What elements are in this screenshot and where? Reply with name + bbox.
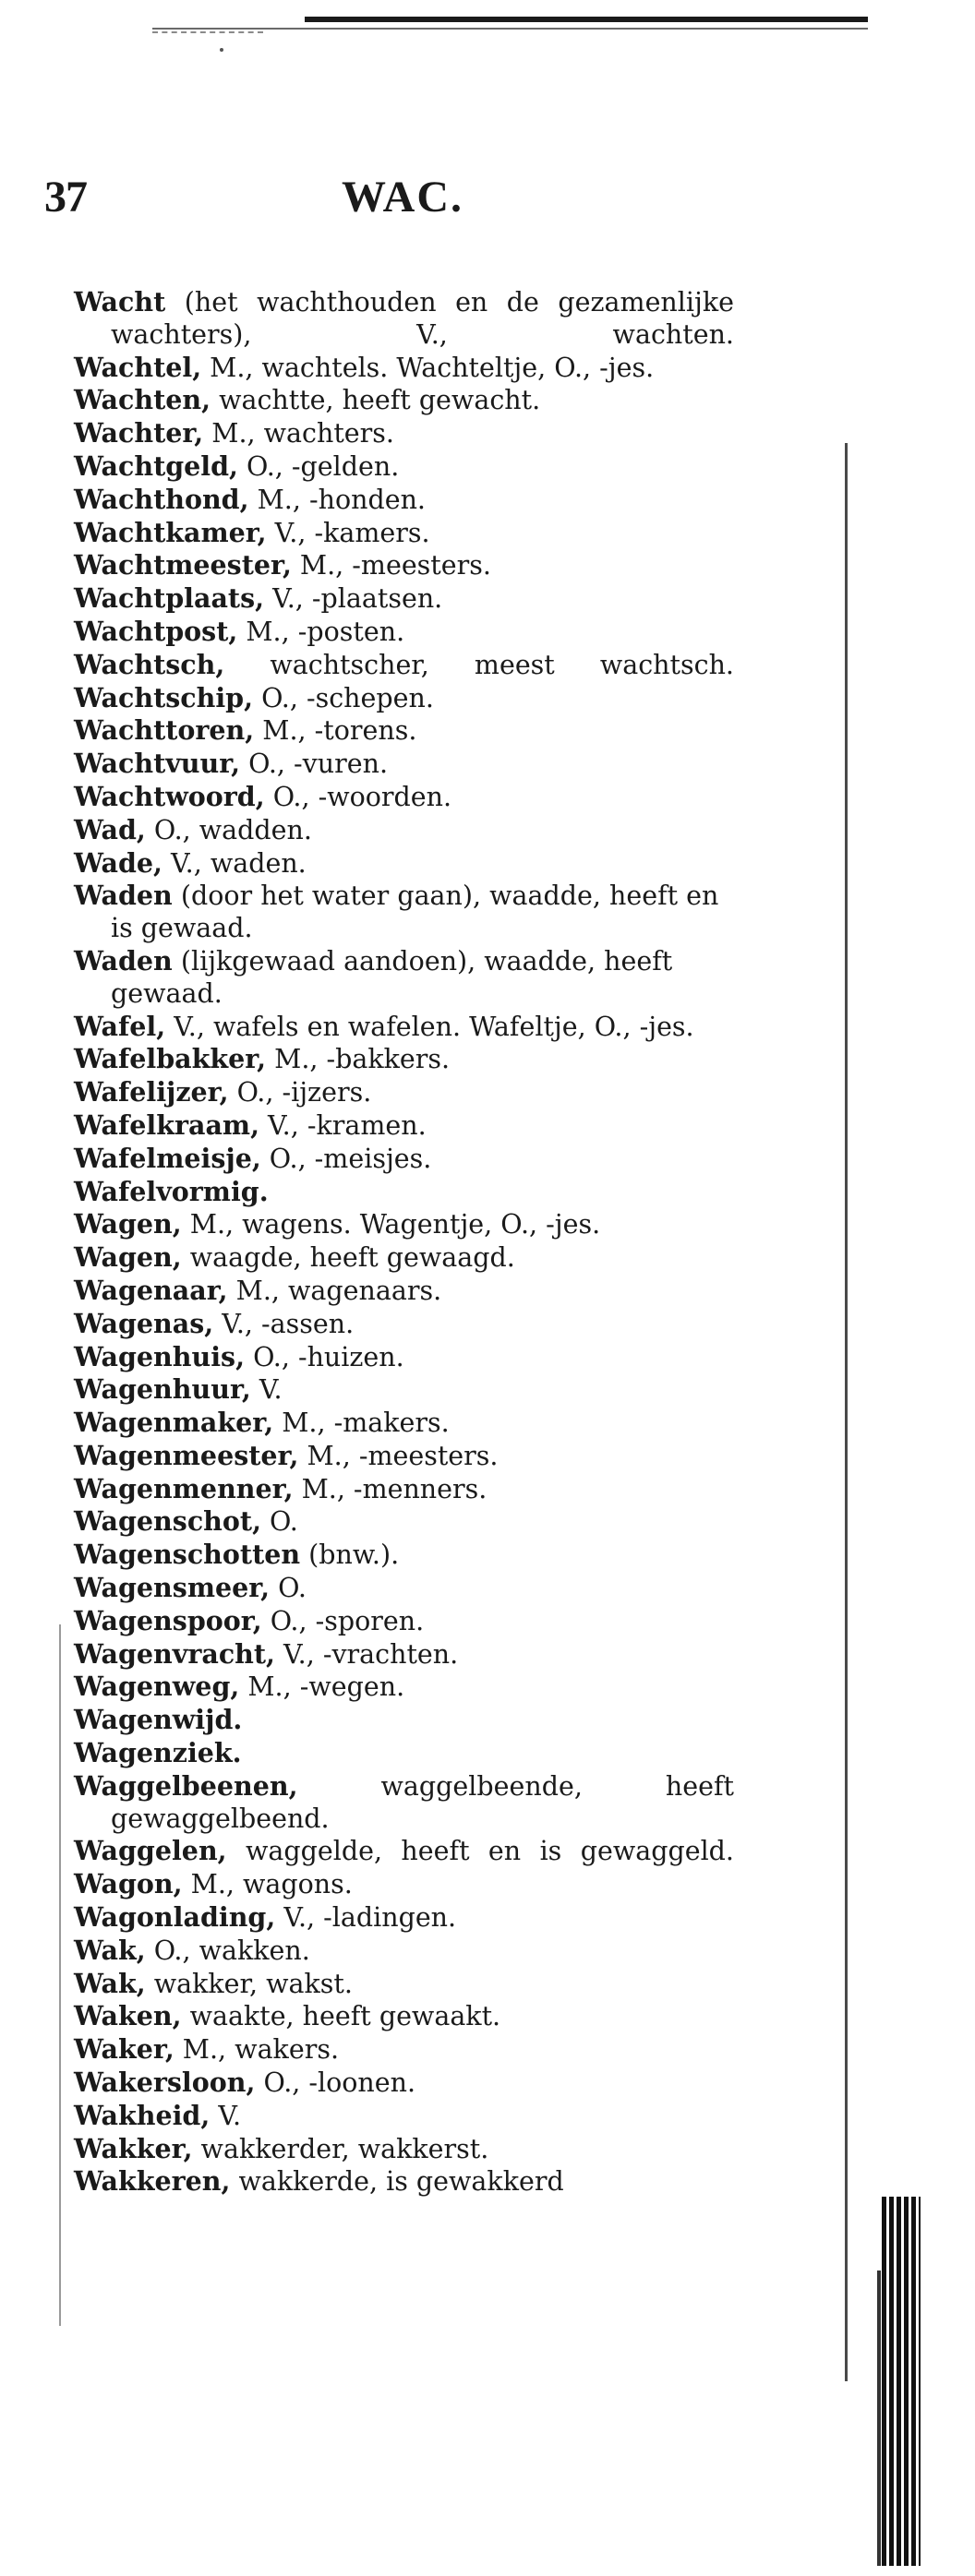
page-number: 37 [44, 173, 87, 222]
entry-headword: Wagenmaker, [74, 1407, 274, 1439]
entry-definition: V., -kamers. [266, 517, 430, 548]
entry-definition: O., -sporen. [261, 1605, 425, 1636]
entry-definition: wakker, wakst. [145, 1968, 353, 1999]
dictionary-entry [74, 1373, 734, 1407]
entry-definition: (het wachthouden en de gezamenlijke wachters), V., wachten. [111, 287, 734, 350]
entry-headword: Wachter, [74, 417, 204, 449]
left-margin-line [59, 1624, 61, 2326]
entry-definition: wachtscher, meest wachtsch. [224, 649, 734, 680]
entry-headword: Wachtel, [74, 351, 202, 383]
entry-definition: M., -bakkers. [266, 1044, 451, 1075]
dictionary-entry [74, 748, 734, 781]
dictionary-entry [74, 945, 734, 1011]
entry-headword: Wagenhuis, [74, 1340, 246, 1372]
entry-headword: Wak, [74, 1967, 146, 1999]
entry-headword: Wachtplaats, [74, 582, 265, 615]
entry-definition: V., -ladingen. [275, 1902, 457, 1934]
entry-definition: M., -torens. [254, 715, 417, 747]
entry-headword: Wagonlading, [74, 1901, 276, 1934]
dictionary-entry [74, 1241, 734, 1275]
dictionary-entry [74, 1176, 734, 1209]
entry-headword: Wachtkamer, [74, 516, 267, 548]
page-edge-shadow [877, 2270, 881, 2566]
entry-headword: Wafel, [74, 1010, 166, 1042]
dictionary-entry [74, 549, 734, 582]
entry-headword: Wagenweg, [74, 1671, 240, 1703]
page-edge-binding [882, 2197, 921, 2566]
entry-definition: M., wachtels. Wachteltje, O., -jes. [201, 352, 655, 383]
dictionary-entry [74, 2165, 734, 2199]
entry-definition: M., -wegen. [239, 1671, 405, 1703]
entry-headword: Waker, [74, 2033, 175, 2066]
dictionary-entry [74, 1968, 734, 2001]
entry-definition: V. [250, 1374, 283, 1406]
entry-headword: Wagon, [74, 1868, 183, 1900]
print-speck [220, 48, 223, 52]
entry-definition: M., wachters. [203, 418, 394, 449]
dictionary-entry [74, 616, 734, 649]
dictionary-entry [74, 1043, 734, 1076]
entry-headword: Wachtschip, [74, 681, 254, 713]
entry-definition: M., -meesters. [298, 1440, 499, 1471]
dictionary-entry [74, 517, 734, 550]
right-rule [845, 443, 848, 2381]
dictionary-entry [74, 682, 734, 715]
dictionary-entry [74, 2100, 734, 2133]
dictionary-entry [74, 1076, 734, 1109]
entry-headword: Wagenziek. [74, 1737, 242, 1769]
dictionary-entry [74, 286, 734, 352]
dictionary-entry [74, 352, 734, 385]
entry-definition: O., -ijzers. [228, 1077, 372, 1108]
dictionary-entry [74, 1109, 734, 1143]
dictionary-entry [74, 1572, 734, 1605]
entry-headword: Wachttoren, [74, 714, 255, 747]
entry-headword: Wachtvuur, [74, 748, 241, 780]
dictionary-entry [74, 1671, 734, 1704]
entry-definition: V., waden. [162, 847, 307, 879]
entry-headword: Wak, [74, 1934, 146, 1966]
entry-definition: M., wagons. [182, 1869, 353, 1900]
entry-headword: Wachtgeld, [74, 449, 238, 482]
entry-headword: Wagenvracht, [74, 1637, 275, 1670]
dictionary-entry [74, 714, 734, 748]
dictionary-entry [74, 1737, 734, 1770]
entry-headword: Wachtwoord, [74, 780, 265, 812]
entry-definition: waakte, heeft gewaakt. [181, 2001, 501, 2032]
entry-definition: V., -plaatsen. [264, 583, 443, 615]
entry-headword: Wafelijzer, [74, 1076, 229, 1108]
running-header: WAC. [342, 173, 464, 222]
dictionary-entry [74, 450, 734, 484]
dictionary-entry [74, 1341, 734, 1374]
entry-headword: Wachtsch, [74, 648, 225, 680]
dictionary-entry [74, 1473, 734, 1506]
entry-headword: Waden [74, 944, 173, 976]
entry-definition: M., -honden. [248, 484, 426, 515]
entry-headword: Wagenas, [74, 1307, 214, 1339]
entry-headword: Wad, [74, 813, 146, 845]
entry-definition: M., -makers. [273, 1408, 450, 1439]
entry-definition: O. [270, 1573, 307, 1604]
entry-headword: Wakersloon, [74, 2067, 256, 2099]
dictionary-entry [74, 781, 734, 814]
entry-headword: Wafelvormig. [74, 1175, 269, 1207]
entry-headword: Wagenmeester, [74, 1439, 299, 1471]
entry-definition: (bnw.). [300, 1540, 400, 1571]
dictionary-entry [74, 1505, 734, 1539]
entry-headword: Waken, [74, 2000, 182, 2032]
dictionary-entry [74, 1407, 734, 1440]
entry-headword: Waden [74, 880, 173, 912]
dictionary-entry [74, 1143, 734, 1176]
dictionary-entry [74, 417, 734, 450]
entry-headword: Wagenhuur, [74, 1373, 251, 1406]
dictionary-entry [74, 2000, 734, 2033]
entry-definition: M., wagens. Wagentje, O., -jes. [181, 1209, 601, 1240]
entry-definition: V., -kramen. [259, 1109, 427, 1141]
dictionary-entry [74, 1901, 734, 1935]
entry-headword: Wagenmenner, [74, 1472, 294, 1504]
top-rule-thick [305, 17, 868, 22]
entry-definition: V., -vrachten. [274, 1638, 459, 1670]
dictionary-entry [74, 649, 734, 682]
entry-headword: Waggelbeenen, [74, 1769, 298, 1802]
entry-definition: O., -woorden. [264, 781, 452, 812]
entry-definition: O., -loonen. [255, 2067, 416, 2099]
entry-headword: Wagenaar, [74, 1274, 228, 1306]
dictionary-entry [74, 1539, 734, 1572]
dictionary-entry [74, 1704, 734, 1737]
dictionary-entry [74, 1605, 734, 1638]
dictionary-entry [74, 1638, 734, 1671]
entry-definition: O., -huizen. [245, 1341, 404, 1372]
entry-definition: wakkerder, wakkerst. [192, 2133, 489, 2164]
entry-headword: Wachthond, [74, 483, 249, 515]
entry-headword: Wagenwijd. [74, 1704, 243, 1736]
entry-definition: O., -gelden. [237, 450, 400, 482]
entry-definition: (door het water gaan), waadde, heeft en is gewaad. [111, 881, 719, 944]
entry-headword: Wafelbakker, [74, 1043, 267, 1075]
entry-definition: O., wadden. [145, 814, 312, 845]
entry-definition: waggelbeende, heeft gewaggelbeend. [111, 1770, 734, 1834]
dictionary-entry [74, 1440, 734, 1473]
entry-headword: Wade, [74, 846, 162, 879]
dictionary-entry [74, 2033, 734, 2067]
dictionary-entry [74, 2067, 734, 2100]
dictionary-entry [74, 1011, 734, 1044]
entry-definition: wakkerde, is gewakkerd [230, 2166, 564, 2198]
dictionary-entry [74, 582, 734, 616]
dictionary-entry [74, 1868, 734, 1901]
dictionary-entry [74, 1208, 734, 1241]
dictionary-entry [74, 1770, 734, 1836]
entry-headword: Wacht [74, 286, 166, 318]
entry-definition: waggelde, heeft en is gewaggeld. [226, 1836, 734, 1867]
entry-headword: Wachten, [74, 384, 211, 416]
entry-definition: O. [261, 1506, 298, 1538]
dictionary-entry [74, 1308, 734, 1341]
entry-definition: V., wafels en wafelen. Wafeltje, O., -jes. [165, 1011, 694, 1042]
entry-headword: Wakker, [74, 2132, 193, 2164]
entry-headword: Wafelmeisje, [74, 1142, 261, 1174]
entry-definition: M., -posten. [237, 616, 405, 647]
entry-definition: O., -schepen. [253, 682, 434, 713]
dictionary-entry [74, 847, 734, 881]
entry-headword: Wagen, [74, 1208, 182, 1240]
entry-headword: Wachtpost, [74, 615, 238, 647]
entry-definition: O., -meisjes. [260, 1143, 432, 1174]
entry-headword: Wagenschot, [74, 1505, 261, 1538]
entry-definition: (lijkgewaad aandoen), waadde, heeft gewaad. [111, 945, 673, 1009]
dictionary-entry [74, 1835, 734, 1868]
entry-definition: M., wakers. [174, 2034, 340, 2066]
entry-headword: Wachtmeester, [74, 549, 292, 581]
entry-headword: Wakkeren, [74, 2165, 231, 2198]
entry-definition: M., wagenaars. [227, 1275, 442, 1306]
entry-headword: Wagensmeer, [74, 1572, 271, 1604]
entry-headword: Wagen, [74, 1241, 182, 1274]
dictionary-entry [74, 2133, 734, 2166]
dictionary-entries [74, 286, 734, 2199]
dictionary-entry [74, 880, 734, 945]
entry-definition: wachtte, heeft gewacht. [211, 385, 541, 416]
entry-definition: V., -assen. [213, 1308, 355, 1339]
entry-definition: O., wakken. [145, 1935, 310, 1966]
dictionary-entry [74, 1275, 734, 1308]
entry-headword: Wakheid, [74, 2099, 211, 2131]
dictionary-entry [74, 814, 734, 847]
entry-definition: M., -meesters. [291, 550, 491, 581]
entry-headword: Wagenspoor, [74, 1604, 262, 1636]
entry-headword: Wagenschotten [74, 1539, 301, 1571]
dictionary-entry [74, 1935, 734, 1968]
entry-definition: O., -vuren. [240, 749, 389, 780]
dictionary-entry [74, 384, 734, 417]
dictionary-entry [74, 484, 734, 517]
top-rule-dashed [152, 31, 263, 33]
entry-headword: Wafelkraam, [74, 1108, 259, 1141]
entry-definition: V. [210, 2100, 241, 2131]
entry-headword: Waggelen, [74, 1835, 227, 1867]
top-rule-thin [152, 28, 868, 30]
entry-definition: M., -menners. [293, 1473, 488, 1504]
entry-definition: waagde, heeft gewaagd. [181, 1242, 515, 1274]
